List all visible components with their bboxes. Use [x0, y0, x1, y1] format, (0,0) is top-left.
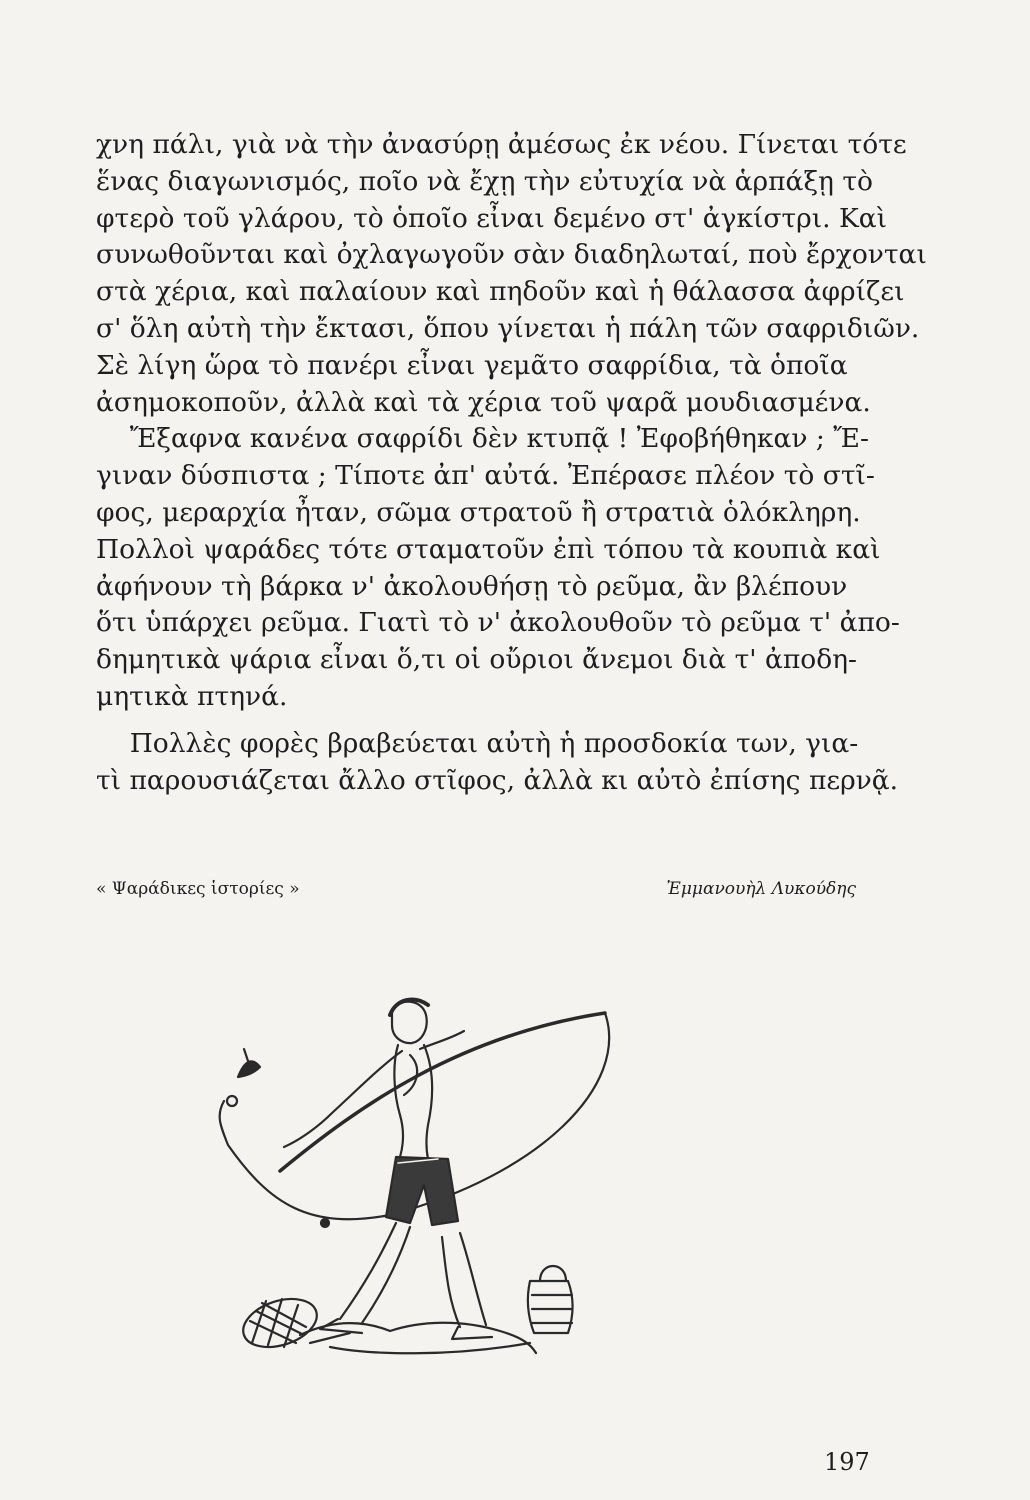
- text-line: ἕνας διαγωνισμός, ποῖο νὰ ἔχῃ τὴν εὐτυχία νὰ ἁρπάξῃ τὸ: [96, 165, 873, 197]
- text-line: ἀφήνουν τὴ βάρκα ν' ἀκολουθήσῃ τὸ ρεῦμα, ἂν βλέπουν: [96, 570, 848, 602]
- paragraph-1: [96, 127, 927, 421]
- attribution: [96, 879, 866, 909]
- text-line: Σὲ λίγη ὥρα τὸ πανέρι εἶναι γεμᾶτο σαφρίδια, τὰ ὁποῖα: [96, 349, 848, 381]
- text-line: Πολλοὶ ψαράδες τότε σταματοῦν ἐπὶ τόπου τὰ κουπιὰ καὶ: [96, 533, 881, 565]
- author-name: Ἐμμανουὴλ Λυκούδης: [666, 879, 856, 899]
- text-line: σ' ὅλη αὐτὴ τὴν ἔκτασι, ὅπου γίνεται ἡ πάλη τῶν σαφριδιῶν.: [96, 312, 920, 344]
- text-line: μητικὰ πτηνά.: [96, 680, 288, 712]
- text-line: χνη πάλι, γιὰ νὰ τὴν ἀνασύρῃ ἀμέσως ἐκ νέου. Γίνεται τότε: [96, 129, 907, 160]
- paragraph-2: [96, 421, 900, 715]
- text-line: Πολλὲς φορὲς βραβεύεται αὐτὴ ἡ προσδοκία των, για-: [96, 727, 859, 759]
- text-line: ὅτι ὑπάρχει ρεῦμα. Γιατὶ τὸ ν' ἀκολουθοῦν τὸ ρεῦμα τ' ἀπο-: [96, 607, 900, 639]
- text-line: δημητικὰ ψάρια εἶναι ὅ,τι οἱ οὔριοι ἄνεμοι διὰ τ' ἀποδη-: [96, 644, 857, 676]
- text-line: ἀσημοκοποῦν, ἀλλὰ καὶ τὰ χέρια τοῦ ψαρᾶ μουδιασμένα.: [96, 386, 871, 418]
- text-line: φος, μεραρχία ἦταν, σῶμα στρατοῦ ἢ στρατιὰ ὁλόκληρη.: [96, 496, 861, 528]
- text-line: στὰ χέρια, καὶ παλαίουν καὶ πηδοῦν καὶ ἡ θάλασσα ἀφρίζει: [96, 276, 905, 308]
- text-line: γιναν δύσπιστα ; Τίποτε ἀπ' αὐτά. Ἐπέρασε πλέον τὸ στῖ-: [96, 460, 875, 492]
- source-title: « Ψαράδικες ἱστορίες »: [96, 879, 300, 899]
- text-line: Ἔξαφνα κανένα σαφρίδι δὲν κτυπᾷ ! Ἐφοβήθηκαν ; Ἔ-: [96, 423, 869, 455]
- page-number: 197: [824, 1448, 870, 1476]
- paragraph-3: [96, 726, 899, 800]
- text-line: τὶ παρουσιάζεται ἄλλο στῖφος, ἀλλὰ κι αὐτὸ ἐπίσης περνᾷ.: [96, 764, 899, 796]
- text-line: φτερὸ τοῦ γλάρου, τὸ ὁποῖο εἶναι δεμένο στ' ἀγκίστρι. Καὶ: [96, 202, 888, 234]
- text-line: συνωθοῦνται καὶ ὀχλαγωγοῦν σὰν διαδηλωταί, ποὺ ἔρχονται: [96, 239, 927, 271]
- body-text: [96, 127, 927, 799]
- fisherman-icon: [210, 975, 640, 1385]
